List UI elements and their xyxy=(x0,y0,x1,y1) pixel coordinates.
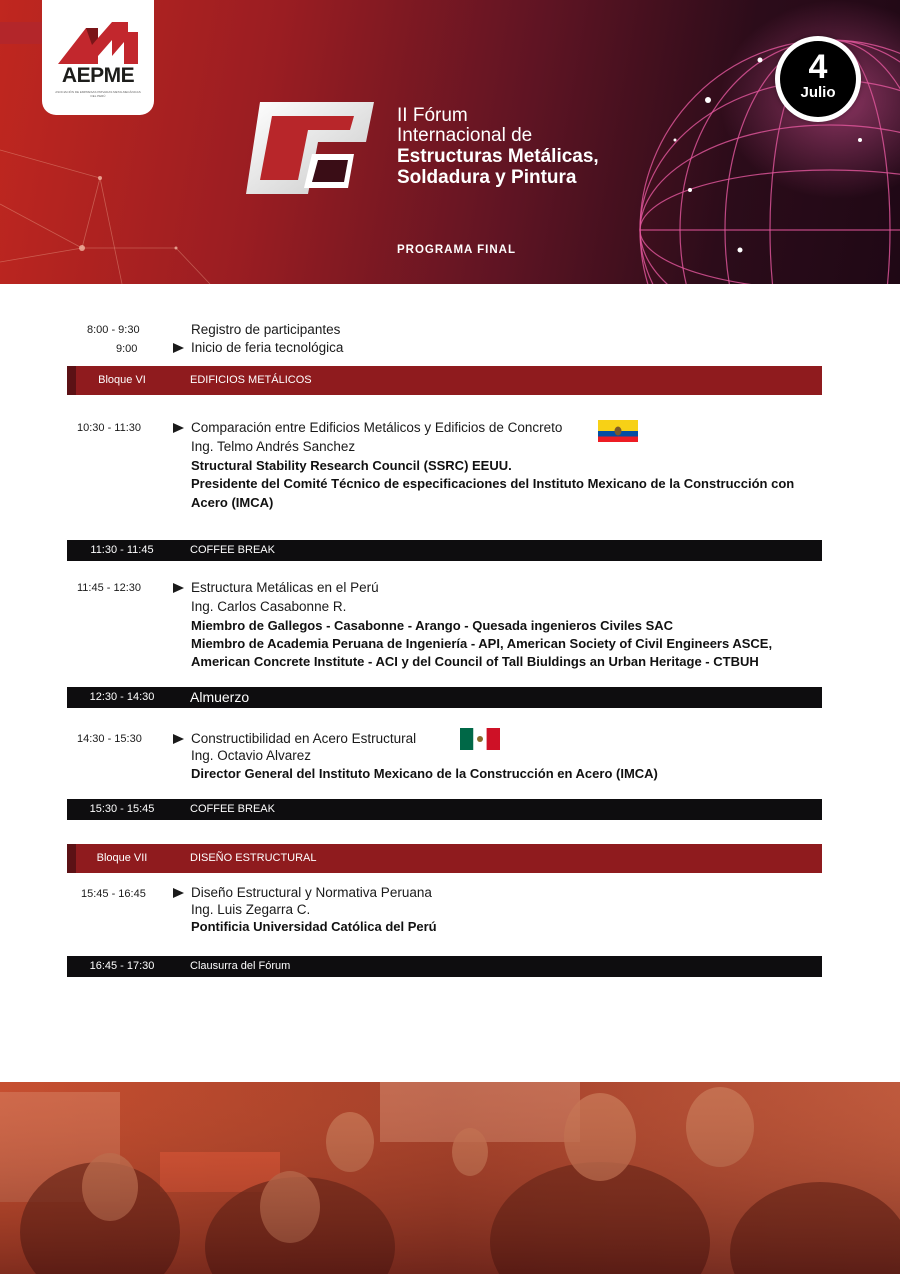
time-feria: 9:00 xyxy=(116,343,138,355)
date-badge xyxy=(775,36,861,122)
lunch-bar xyxy=(67,687,822,708)
talk2-affiliation-1: Miembro de Gallegos - Casabonne - Arango - Quesada ingenieros Civiles SAC xyxy=(191,618,674,633)
title-line-3: Estructuras Metálicas, xyxy=(397,146,599,167)
talk2-title: Estructura Metálicas en el Perú xyxy=(191,580,379,595)
break2-label: COFFEE BREAK xyxy=(190,803,275,815)
talk4-affiliation-1: Pontificia Universidad Católica del Perú xyxy=(191,919,437,934)
closing-time: 16:45 - 17:30 xyxy=(89,960,155,972)
logo-subtitle: ASOCIACIÓN DE EMPRESAS PRIVADAS METALMECÁNICAS DEL PERÚ xyxy=(55,90,141,98)
title-line-2: Internacional de xyxy=(397,125,533,146)
date-day: 4 xyxy=(808,48,828,86)
arrow-icon xyxy=(173,423,184,433)
block-vii-header xyxy=(67,844,822,873)
event-title xyxy=(397,106,599,188)
break1-label: COFFEE BREAK xyxy=(190,544,275,556)
block-vi-title: EDIFICIOS METÁLICOS xyxy=(190,374,312,386)
corner-accent xyxy=(0,22,42,44)
talk2-speaker: Ing. Carlos Casabonne R. xyxy=(191,599,347,614)
lunch-label: Almuerzo xyxy=(190,689,250,705)
talk1-speaker: Ing. Telmo Andrés Sanchez xyxy=(191,439,356,454)
break2-time: 15:30 - 15:45 xyxy=(89,803,155,815)
header-banner xyxy=(0,0,900,284)
lunch-time: 12:30 - 14:30 xyxy=(89,691,155,703)
arrow-icon xyxy=(173,888,184,898)
title-line-1: II Fórum xyxy=(397,105,468,126)
aepme-logo[interactable] xyxy=(42,0,154,115)
time-registro: 8:00 - 9:30 xyxy=(87,324,140,336)
arrow-icon xyxy=(173,734,184,744)
registro-label: Registro de participantes xyxy=(191,322,341,337)
programa-label: PROGRAMA FINAL xyxy=(397,244,516,256)
arrow-icon xyxy=(173,343,184,353)
agenda xyxy=(0,284,900,1074)
ecuador-flag-icon xyxy=(598,420,638,442)
date-month: Julio xyxy=(800,84,836,101)
mexico-flag-icon xyxy=(460,728,500,750)
time-talk2: 11:45 - 12:30 xyxy=(77,582,142,594)
talk3-title: Constructibilidad en Acero Estructural xyxy=(191,731,417,746)
block-vii-label: Bloque VII xyxy=(96,852,148,864)
talk3-affiliation-1: Director General del Instituto Mexicano de la Construcción en Acero (IMCA) xyxy=(191,766,658,781)
talk4-speaker: Ing. Luis Zegarra C. xyxy=(191,902,311,917)
talk1-title: Comparación entre Edificios Metálicos y Edificios de Concreto xyxy=(191,420,563,435)
break1-time: 11:30 - 11:45 xyxy=(90,544,154,556)
forum-logo-icon xyxy=(246,102,374,194)
talk3-speaker: Ing. Octavio Alvarez xyxy=(191,748,312,763)
title-line-4: Soldadura y Pintura xyxy=(397,167,577,188)
feria-label: Inicio de feria tecnológica xyxy=(191,340,344,355)
time-talk4: 15:45 - 16:45 xyxy=(81,888,146,900)
event-photo xyxy=(0,1082,900,1274)
talk2-affiliation-2: Miembro de Academia Peruana de Ingeniería - API, American Society of Civil Engineers ASCE, xyxy=(191,636,773,651)
block-vi-header xyxy=(67,366,822,395)
aepme-logo-mark-icon xyxy=(58,18,138,64)
block-vii-title: DISEÑO ESTRUCTURAL xyxy=(190,852,317,864)
block-vi-label: Bloque VI xyxy=(98,374,146,386)
closing-label: Clausurra del Fórum xyxy=(190,960,291,972)
time-talk3: 14:30 - 15:30 xyxy=(77,733,142,745)
time-talk1: 10:30 - 11:30 xyxy=(77,422,142,434)
talk4-title: Diseño Estructural y Normativa Peruana xyxy=(191,885,432,900)
event-crowd-photo xyxy=(0,1082,900,1274)
talk2-affiliation-3: American Concrete Institute - ACI y del Council of Tall Biuldings an Urban Heritage - CTBUH xyxy=(191,654,759,669)
logo-text: AEPME xyxy=(61,64,135,87)
coffee-break-bar xyxy=(67,799,822,820)
arrow-icon xyxy=(173,583,184,593)
talk1-affiliation-1: Structural Stability Research Council (SSRC) EEUU. xyxy=(191,458,512,473)
closing-bar xyxy=(67,956,822,977)
talk1-affiliation-2: Presidente del Comité Técnico de especificaciones del Instituto Mexicano de la Construcción con Acero (IMCA) xyxy=(191,476,795,510)
coffee-break-bar xyxy=(67,540,822,561)
